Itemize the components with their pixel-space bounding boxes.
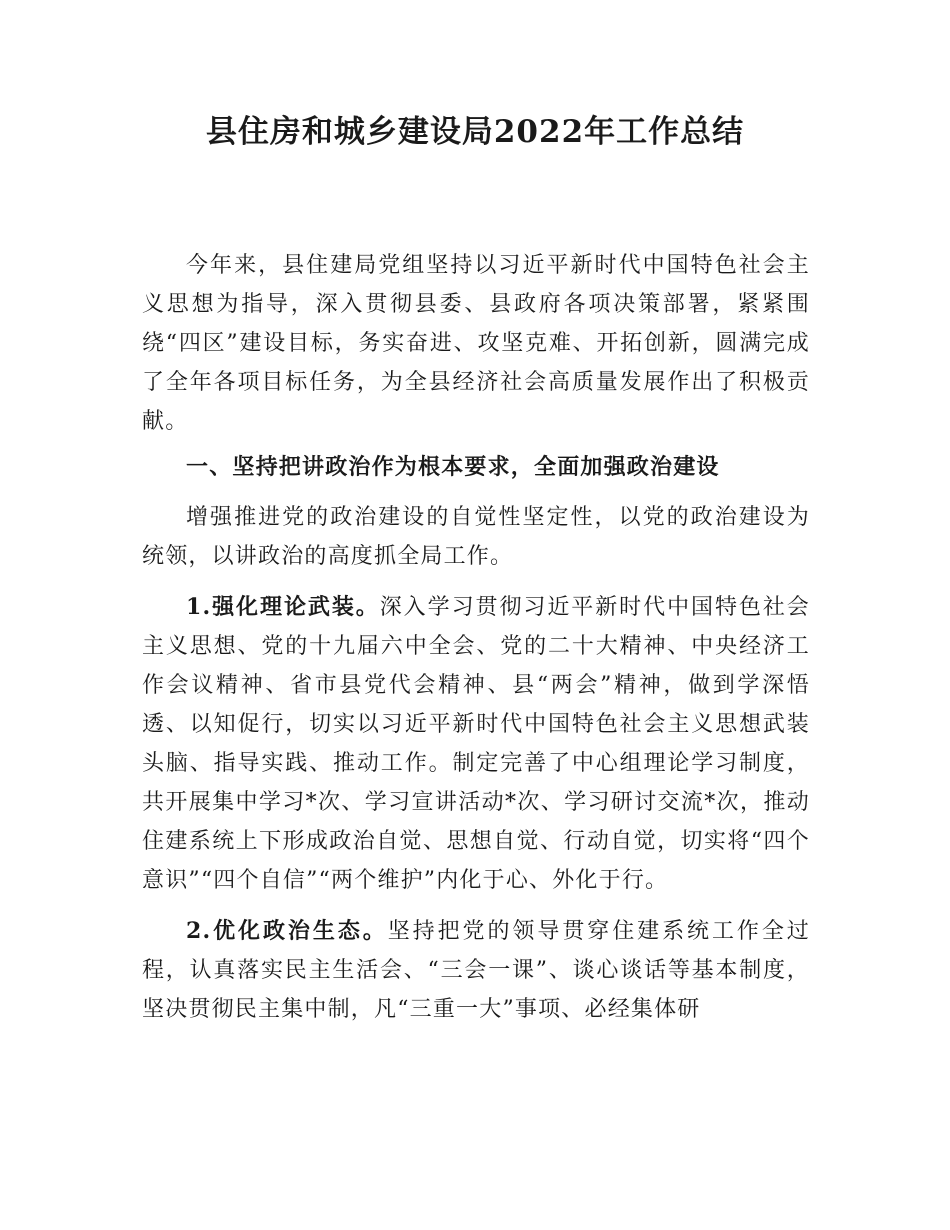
intro-paragraph: 今年来，县住建局党组坚持以习近平新时代中国特色社会主义思想为指导，深入贯彻县委、县政府各项决策部署，紧紧围绕“四区”建设目标，务实奋进、攻坚克难、开拓创新，圆满完成了全年各项目标任务，为全县经济社会高质量发展作出了积极贡献。	[142, 253, 810, 434]
section-intro-paragraph: 增强推进党的政治建设的自觉性坚定性，以党的政治建设为统领，以讲政治的高度抓全局工作。	[142, 505, 810, 569]
item-text-2: 坚持把党的领导贯穿住建系统工作全过程，认真落实民主生活会、“三会一课”、谈心谈话等基本制度，坚决贯彻民主集中制，凡“三重一大”事项、必经集体研	[142, 919, 810, 1022]
document-body	[142, 246, 810, 1036]
document-title: 县住房和城乡建设局2022年工作总结	[205, 114, 745, 150]
item-paragraph-2	[142, 912, 810, 1029]
item-lead-1: 1.强化理论武装。	[186, 594, 380, 620]
item-text-1: 深入学习贯彻习近平新时代中国特色社会主义思想、党的十九届六中全会、党的二十大精神、中央经济工作会议精神、省市县党代会精神、县“两会”精神，做到学深悟透、以知促行，切实以习近平新时代中国特色社会主义思想武装头脑、指导实践、推动工作。制定完善了中心组理论学习制度，共开展集中学习*次、学习宣讲活动*次、学习研讨交流*次，推动住建系统上下形成政治自觉、思想自觉、行动自觉，切实将“四个意识”“四个自信”“两个维护”内化于心、外化于行。	[142, 595, 810, 893]
item-lead-2: 2.优化政治生态。	[186, 918, 388, 944]
section-heading-1: 一、坚持把讲政治作为根本要求，全面加强政治建设	[186, 455, 720, 480]
item-paragraph-1	[142, 588, 810, 900]
